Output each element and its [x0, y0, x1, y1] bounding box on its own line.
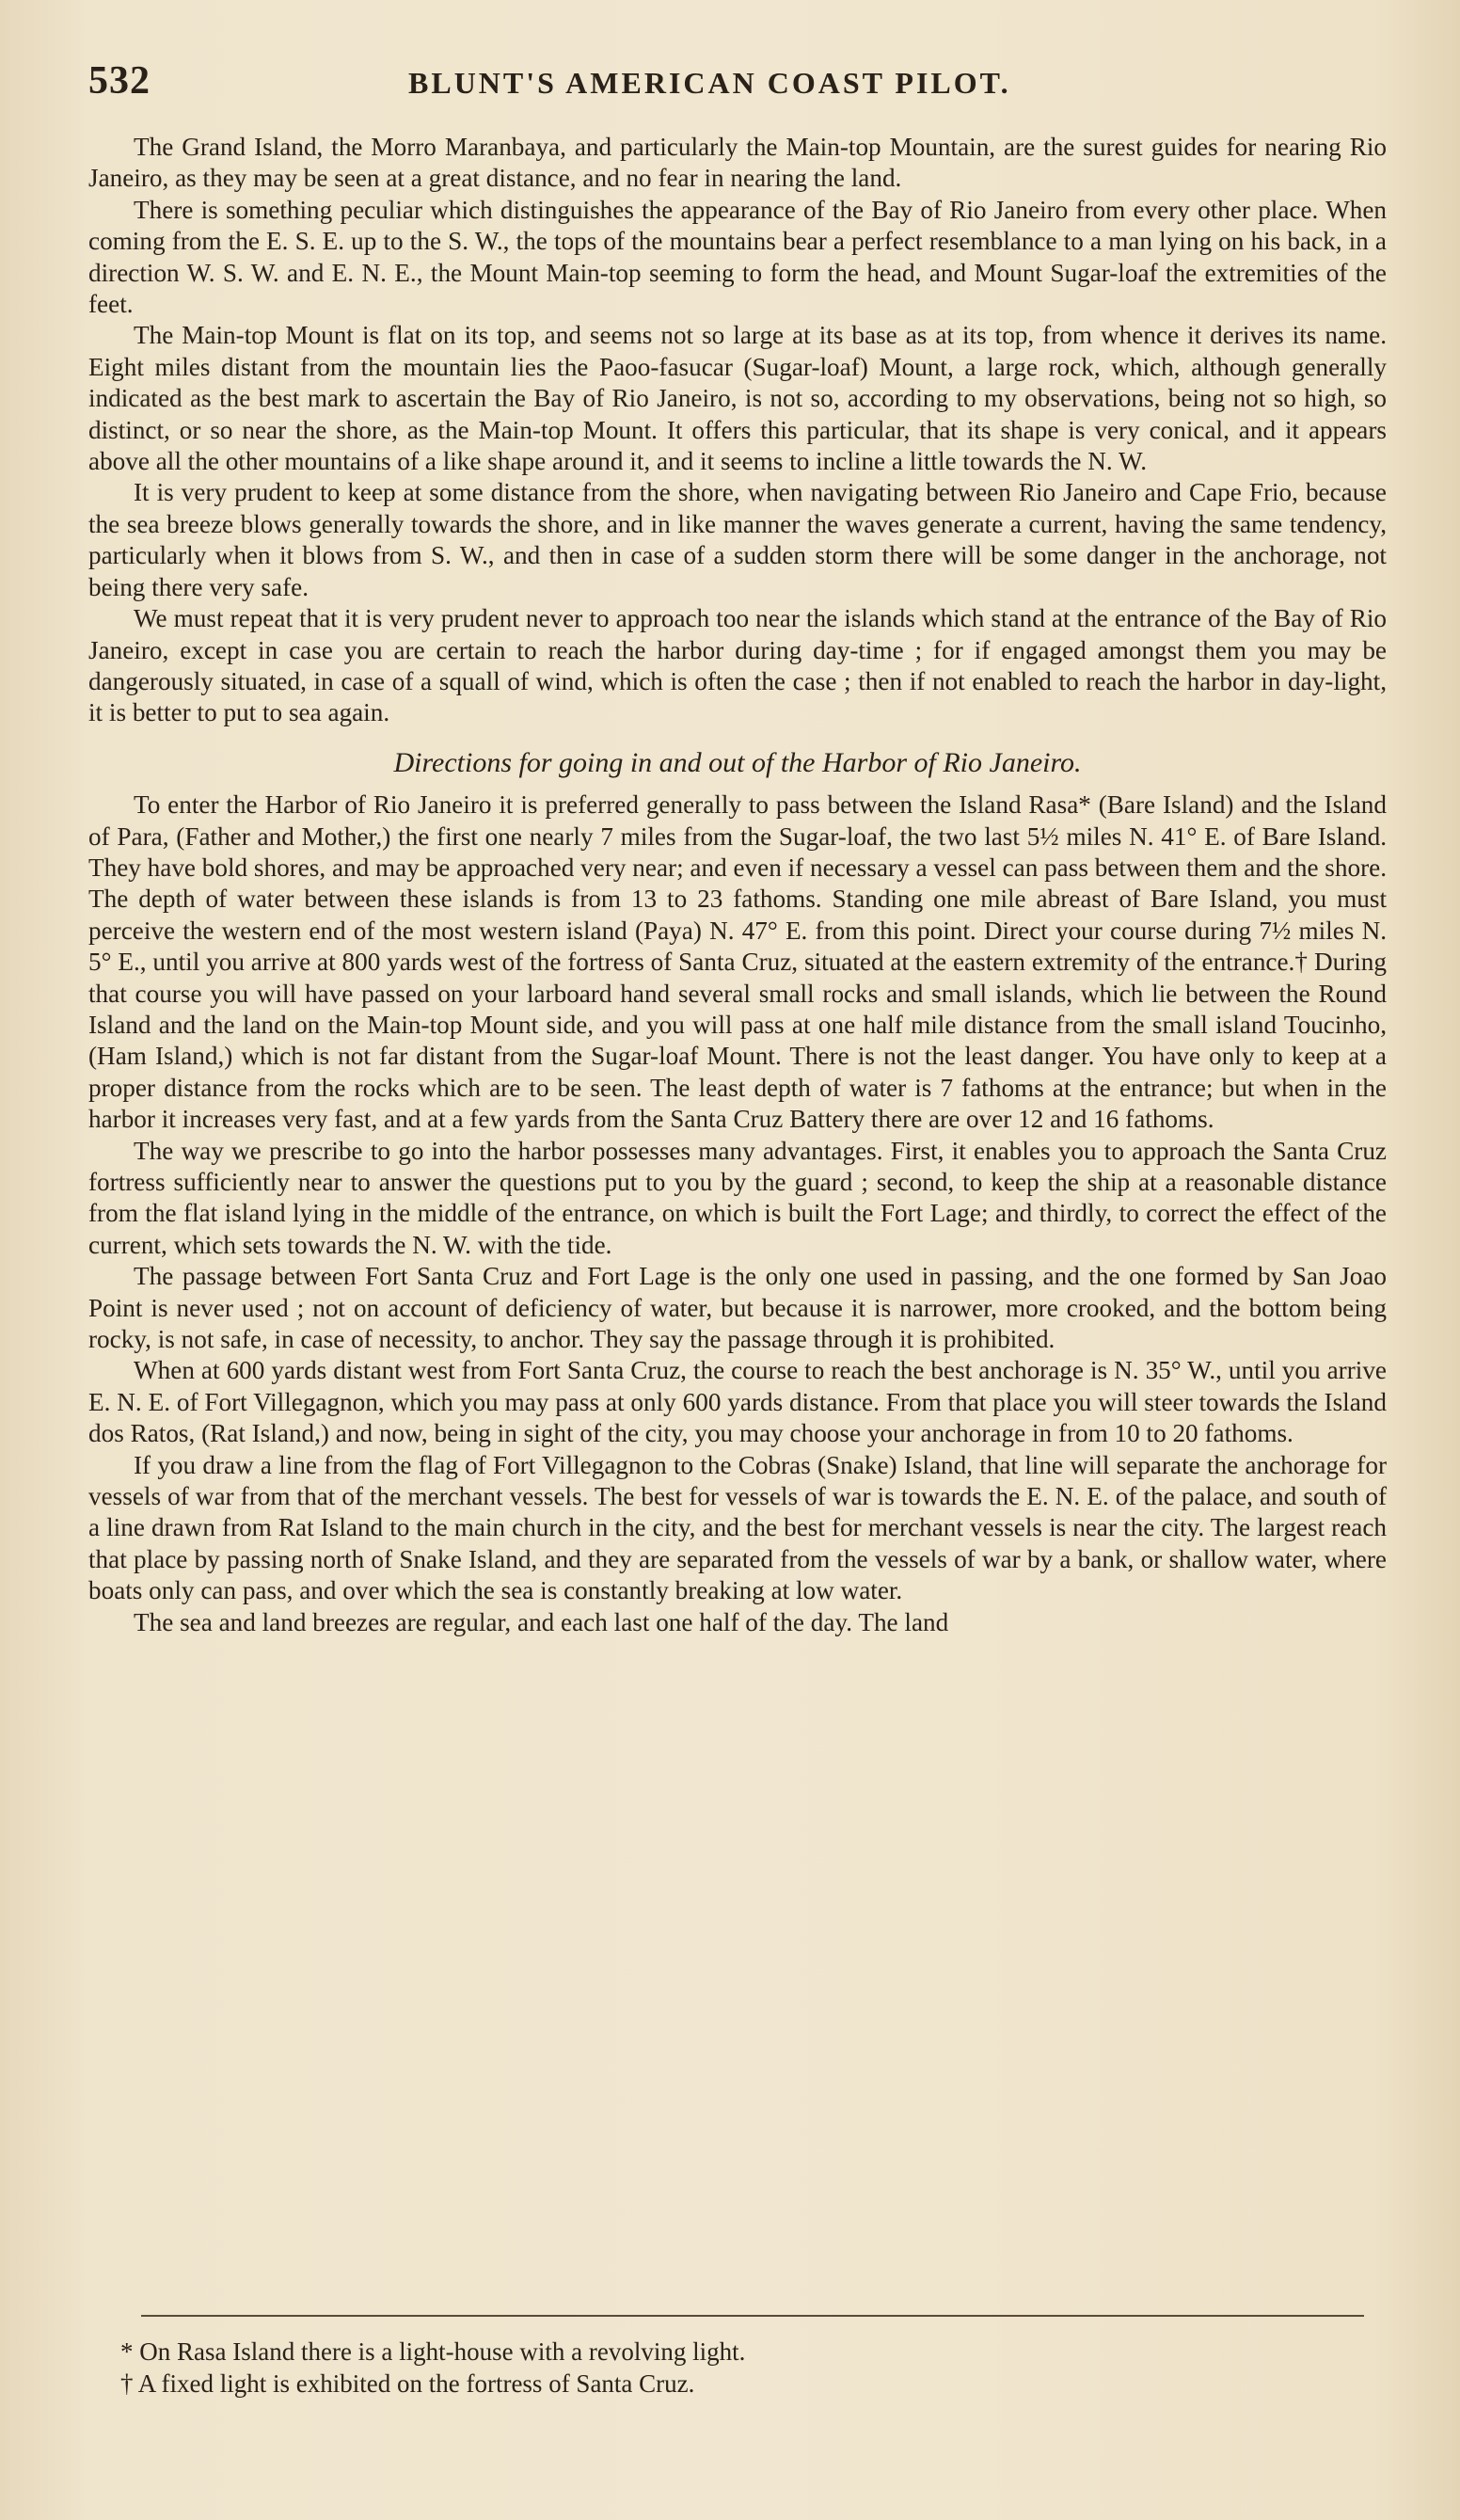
- paragraph: When at 600 yards distant west from Fort Santa Cruz, the course to reach the best anchorage is N. 35° W., until you arrive E. N. E. of Fort Villegagnon, which you may pass at only 600 yards distance. From that place you will steer towards the Island dos Ratos, (Rat Island,) and now, being in sight of the city, you may choose your anchorage in from 10 to 20 fathoms.: [88, 1356, 1387, 1448]
- footnotes: [120, 2336, 1343, 2400]
- running-head: BLUNT'S AMERICAN COAST PILOT.: [408, 66, 1011, 100]
- paragraph: The passage between Fort Santa Cruz and Fort Lage is the only one used in passing, and the one formed by San Joao Point is never used ; not on account of deficiency of water, but because it is narrower, more crooked, and the bottom being rocky, is not safe, in case of necessity, to anchor. They say the passage through it is prohibited.: [88, 1262, 1387, 1354]
- footnote: * On Rasa Island there is a light-house with a revolving light.: [120, 2337, 746, 2366]
- paragraph: To enter the Harbor of Rio Janeiro it is preferred generally to pass between the Island Rasa* (Bare Island) and the Island of Para, (Father and Mother,) the first one nearly 7 miles from the Sugar-loaf, the two last 5½ miles N. 41° E. of Bare Island. They have bold shores, and may be approached very near; and even if necessary a vessel can pass between them and the shore. The depth of water between these islands is from 13 to 23 fathoms. Standing one mile abreast of Bare Island, you must perceive the western end of the most western island (Paya) N. 47° E. from this point. Direct your course during 7½ miles N. 5° E., until you arrive at 800 yards west of the fortress of Santa Cruz, situated at the eastern extremity of the entrance.† During that course you will have passed on your larboard hand several small rocks and small islands, which lie between the Round Island and the land on the Main-top Mount side, and you will pass at one half mile distance from the small island Toucinho, (Ham Island,) which is not far distant from the Sugar-loaf Mount. There is not the least danger. You have only to keep at a proper distance from the rocks which are to be seen. The least depth of water is 7 fathoms at the entrance; but when in the harbor it increases very fast, and at a few yards from the Santa Cruz Battery there are over 12 and 16 fathoms.: [88, 790, 1387, 1134]
- paragraph: The sea and land breezes are regular, and each last one half of the day. The land: [134, 1607, 949, 1636]
- section-heading: Directions for going in and out of the Harbor of Rio Janeiro.: [393, 746, 1082, 778]
- footnote: † A fixed light is exhibited on the fortress of Santa Cruz.: [120, 2369, 695, 2398]
- paragraph: The Main-top Mount is flat on its top, and seems not so large at its base as at its top, from whence it derives its name. Eight miles distant from the mountain lies the Paoo-fasucar (Sugar-loaf) Mount, a large rock, which, although generally indicated as the best mark to ascertain the Bay of Rio Janeiro, is not so, according to my observations, being not so high, so distinct, or so near the shore, as the Main-top Mount. It offers this particular, that its shape is very conical, and it appears above all the other mountains of a like shape around it, and it seems to incline a little towards the N. W.: [88, 321, 1387, 476]
- paragraph: There is something peculiar which distinguishes the appearance of the Bay of Rio Janeiro from every other place. When coming from the E. S. E. up to the S. W., the tops of the mountains bear a perfect resemblance to a man lying on his back, in a direction W. S. W. and E. N. E., the Mount Main-top seeming to form the head, and Mount Sugar-loaf the extremities of the feet.: [88, 195, 1387, 319]
- paragraph: It is very prudent to keep at some distance from the shore, when navigating between Rio Janeiro and Cape Frio, because the sea breeze blows generally towards the shore, and in like manner the waves generate a current, having the same tendency, particularly when it blows from S. W., and then in case of a sudden storm there will be some danger in the anchorage, not being there very safe.: [88, 478, 1387, 601]
- page-header: [88, 58, 1387, 115]
- paragraph: The way we prescribe to go into the harbor possesses many advantages. First, it enables you to approach the Santa Cruz fortress sufficiently near to answer the questions put to you by the guard ; second, to keep the ship at a reasonable distance from the flat island lying in the middle of the entrance, on which is built the Fort Lage; and thirdly, to correct the effect of the current, which sets towards the N. W. with the tide.: [88, 1136, 1387, 1259]
- paragraph: If you draw a line from the flag of Fort Villegagnon to the Cobras (Snake) Island, that line will separate the anchorage for vessels of war from that of the merchant vessels. The best for vessels of war is towards the E. N. E. of the palace, and south of a line drawn from Rat Island to the main church in the city, and the best for merchant vessels is near the city. The largest reach that place by passing north of Snake Island, and they are separated from the vessels of war by a bank, or shallow water, where boats only can pass, and over which the sea is constantly breaking at low water.: [88, 1450, 1387, 1605]
- paragraph: We must repeat that it is very prudent never to approach too near the islands which stand at the entrance of the Bay of Rio Janeiro, except in case you are certain to reach the harbor during day-time ; for if engaged amongst them you may be dangerously situated, in case of a squall of wind, which is often the case ; then if not enabled to reach the harbor in day-light, it is better to put to sea again.: [88, 604, 1387, 727]
- page-body: [88, 132, 1387, 1638]
- page-number: 532: [88, 59, 151, 103]
- paragraph: The Grand Island, the Morro Maranbaya, and particularly the Main-top Mountain, are the surest guides for nearing Rio Janeiro, as they may be seen at a great distance, and no fear in nearing the land.: [88, 133, 1387, 193]
- footnote-divider: [141, 2315, 1364, 2317]
